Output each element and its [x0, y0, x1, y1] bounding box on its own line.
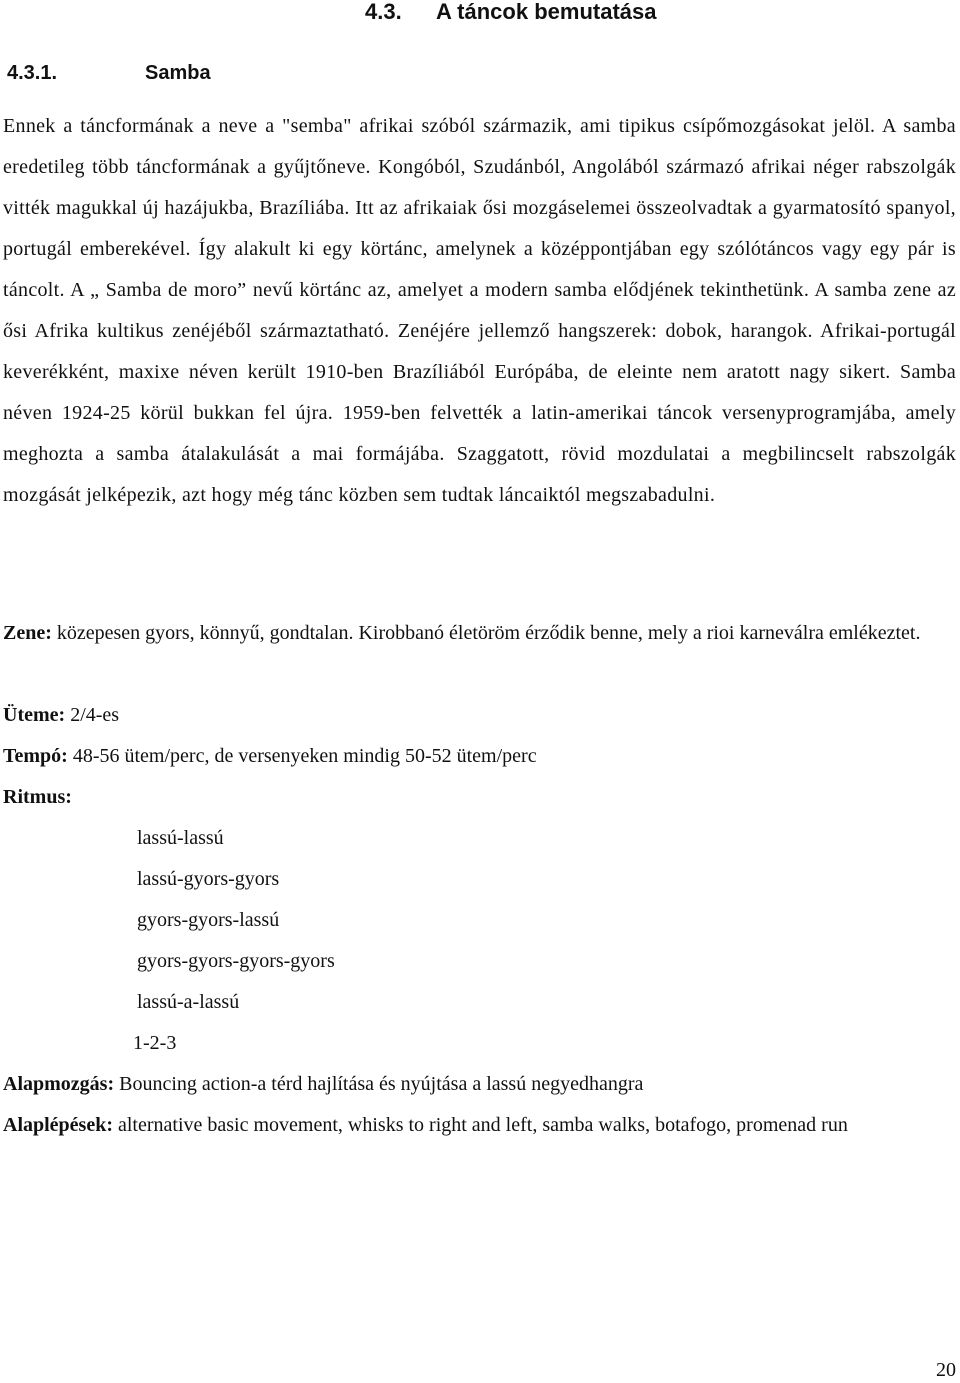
- rhythm-label: Ritmus:: [3, 786, 72, 808]
- rhythm-item: gyors-gyors-lassú: [137, 909, 280, 931]
- meter-field: [3, 695, 956, 736]
- section-heading: [365, 0, 656, 28]
- tempo-field: [3, 736, 956, 777]
- rhythm-count: 1-2-3: [133, 1032, 177, 1054]
- meter-text: 2/4-es: [70, 704, 120, 726]
- basic-steps-field: [3, 1105, 956, 1146]
- rhythm-item: lassú-gyors-gyors: [137, 868, 280, 890]
- basic-movement-label: Alapmozgás:: [3, 1073, 115, 1095]
- section-title: A táncok bemutatása: [436, 0, 657, 24]
- music-field: [3, 613, 956, 654]
- music-text: közepesen gyors, könnyű, gondtalan. Kirobbanó életöröm érződik benne, mely a rioi karneválra emlékeztet.: [56, 622, 921, 644]
- basic-steps-label: Alaplépések:: [3, 1114, 113, 1136]
- intro-paragraph: Ennek a táncformának a neve a "semba" afrikai szóból származik, ami tipikus csípőmozgásokat jelöl. A samba eredetileg több táncformának a gyűjtőneve. Kongóból, Szudánból, Angolából származó afrikai néger rabszolgák vitték magukkal új hazájukba, Brazíliába. Itt az afrikaiak ősi mozgáselemei összeolvadtak a gyarmatosító spanyol, portugál emberekével. Így alakult ki egy körtánc, amelynek a középpontjában egy szólótáncos vagy egy pár is táncolt. A „ Samba de moro” nevű körtánc az, amelyet a modern samba elődjének tekinthetünk. A samba zene az ősi Afrika kultikus zenéjéből származtatható. Zenéjére jellemző hangszerek: dobok, harangok. Afrikai-portugál keverékként, maxixe néven került 1910-ben Brazíliából Európába, de eleinte nem aratott nagy sikert. Samba néven 1924-25 körül bukkan fel újra. 1959-ben felvették a latin-amerikai táncok versenyprogramjába, amely meghozta a samba átalakulását a mai formájába. Szaggatott, rövid mozdulatai a megbilincselt rabszolgák mozgását jelképezik, azt hogy még tánc közben sem tudtak láncaiktól megszabadulni.: [3, 115, 956, 506]
- rhythm-item: gyors-gyors-gyors-gyors: [137, 950, 335, 972]
- music-label: Zene:: [3, 622, 52, 644]
- tempo-text: 48-56 ütem/perc, de versenyeken mindig 50-52 ütem/perc: [72, 745, 537, 767]
- meter-label: Üteme:: [3, 704, 66, 726]
- page-number: 20: [936, 1359, 956, 1381]
- basic-steps-text: alternative basic movement, whisks to right and left, samba walks, botafogo, promenad run: [118, 1114, 848, 1136]
- rhythm-item: lassú-lassú: [137, 827, 224, 849]
- subsection-number: 4.3.1.: [7, 62, 58, 84]
- tempo-label: Tempó:: [3, 745, 68, 767]
- basic-movement-field: [3, 1064, 956, 1105]
- rhythm-item: lassú-a-lassú: [137, 991, 240, 1013]
- basic-movement-text: Bouncing action-a térd hajlítása és nyújtása a lassú negyedhangra: [119, 1073, 644, 1095]
- section-number: 4.3.: [365, 0, 402, 24]
- subsection-title: Samba: [145, 62, 211, 84]
- subsection-heading: [7, 58, 211, 88]
- rhythm-field: [3, 777, 956, 818]
